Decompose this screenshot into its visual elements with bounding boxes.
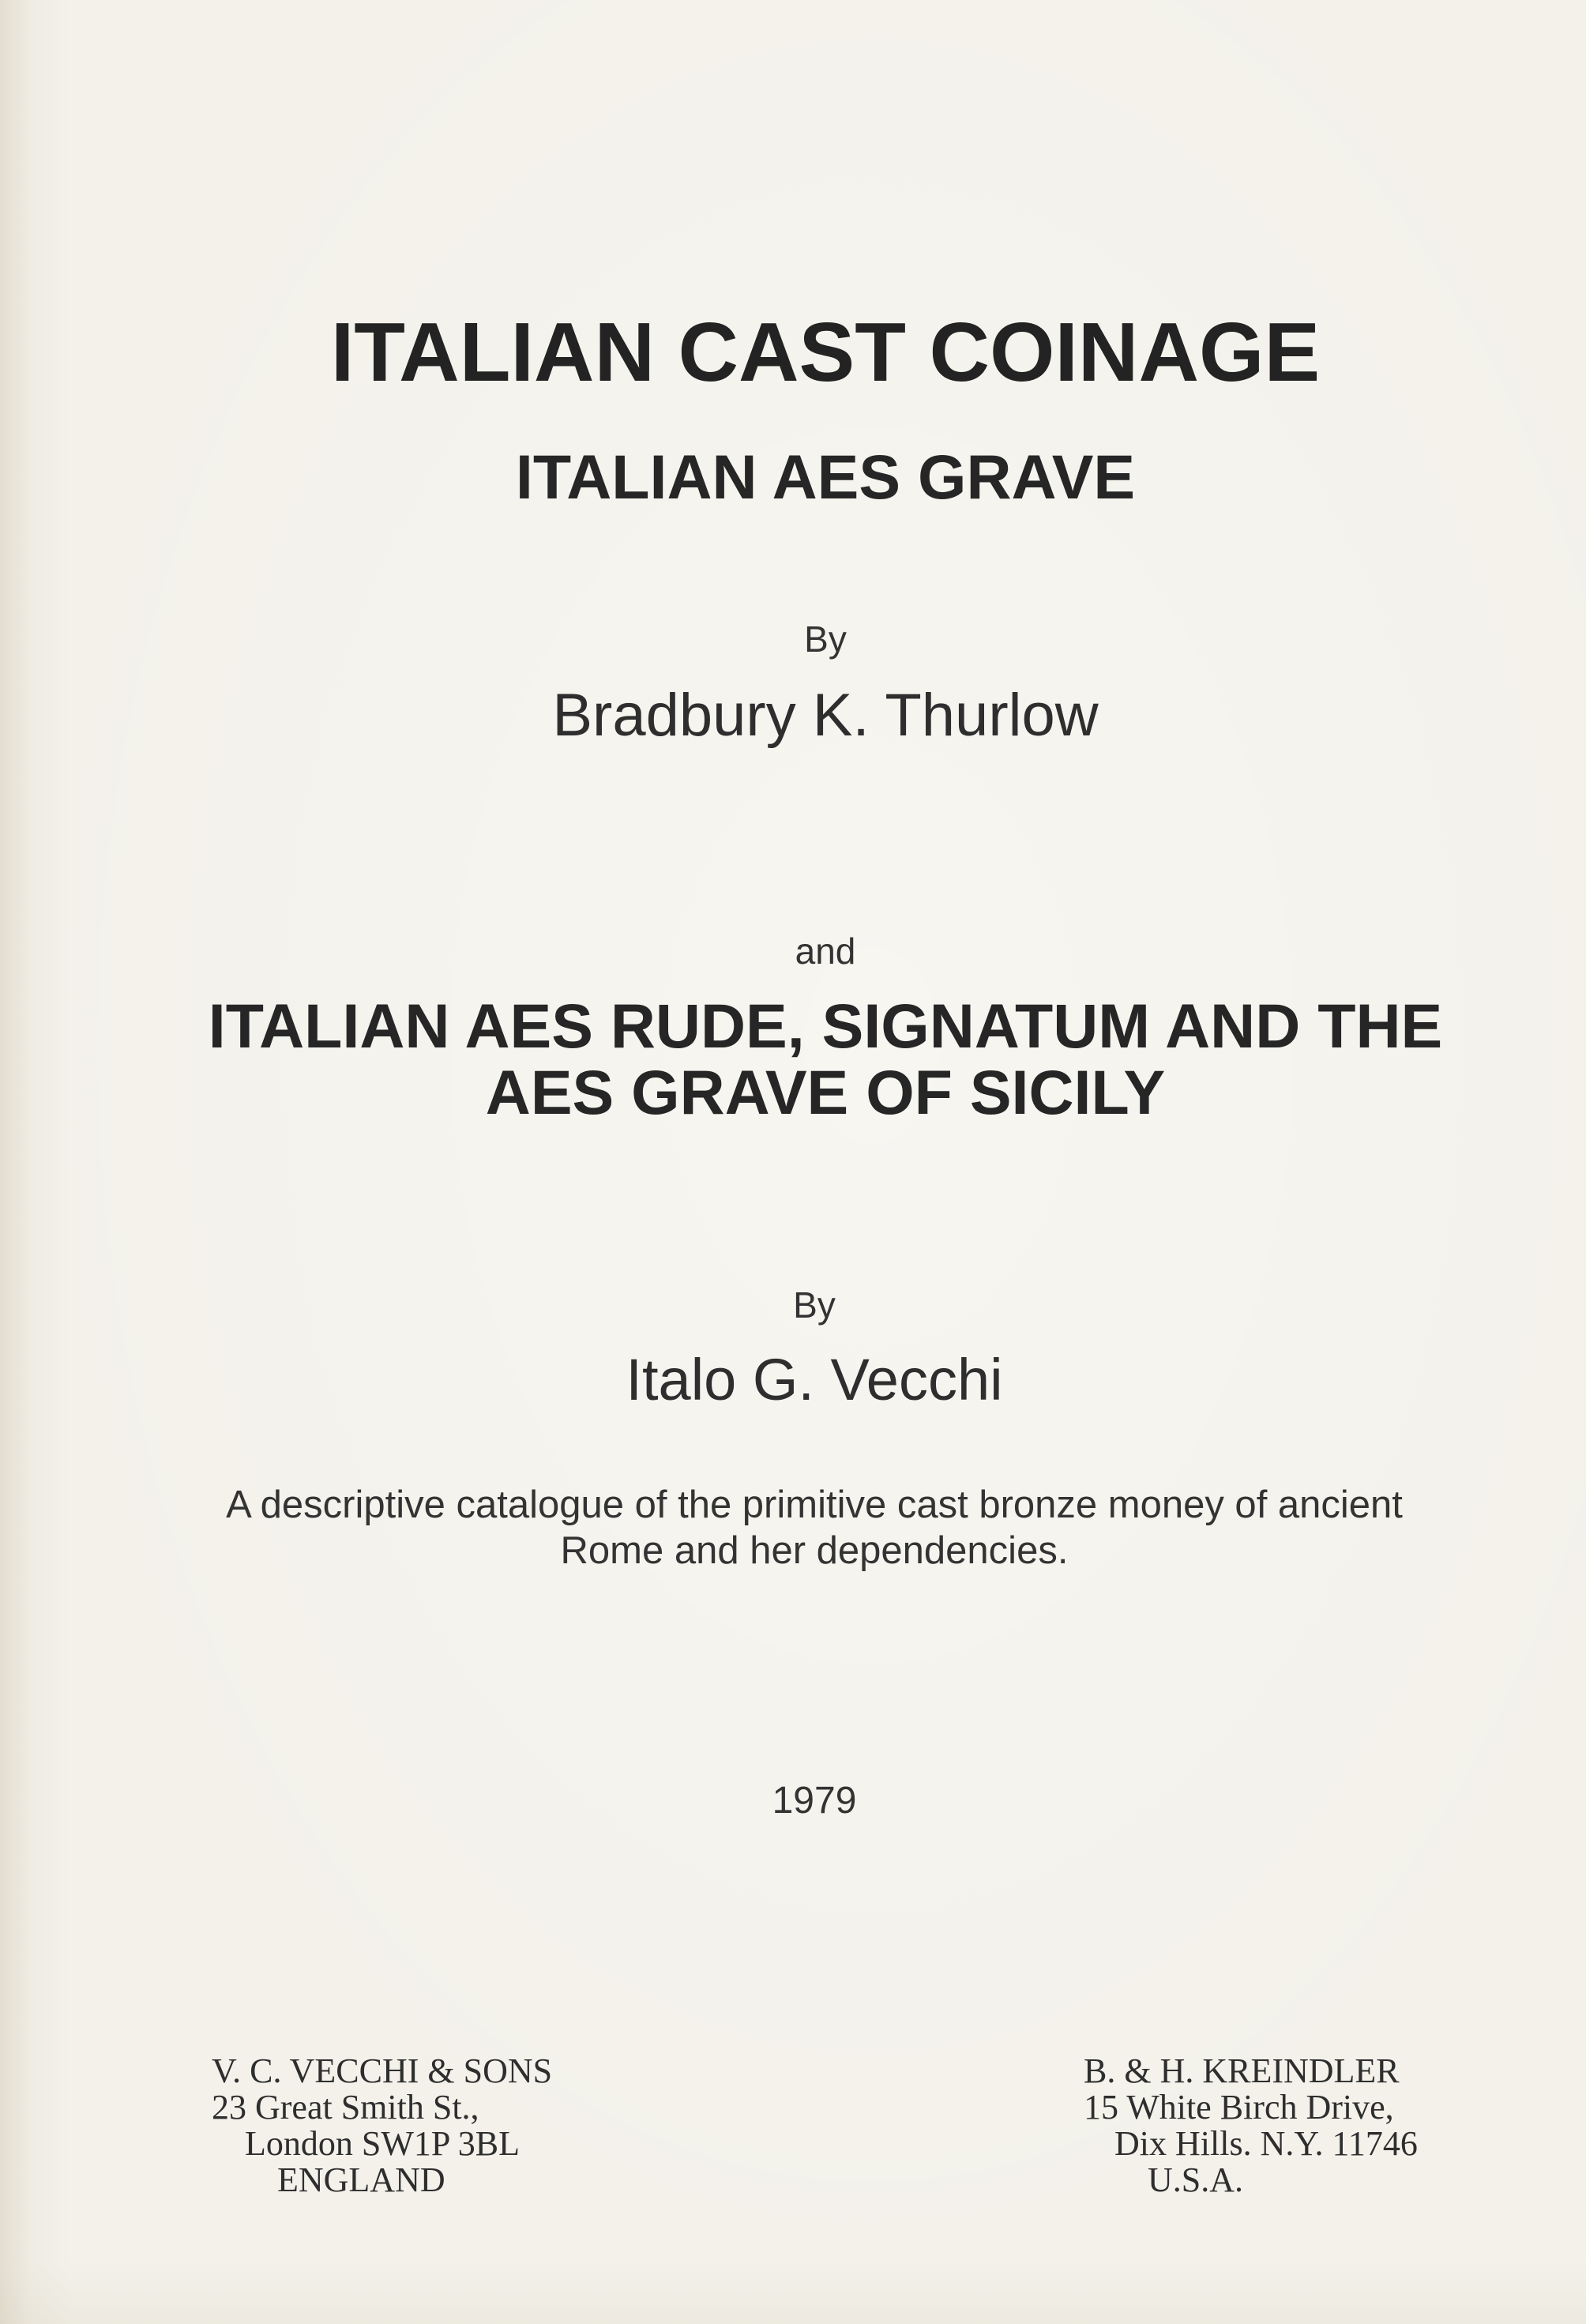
conjunction: and (795, 931, 856, 972)
by-label-part-one: By (804, 619, 847, 660)
author-part-two: Italo G. Vecchi (626, 1347, 1003, 1412)
part-two-title-line-2: AES GRAVE OF SICILY (485, 1057, 1166, 1127)
part-two-title-line-1: ITALIAN AES RUDE, SIGNATUM AND THE (208, 991, 1443, 1061)
description-line-1: A descriptive catalogue of the primitive cast bronze money of ancient (226, 1484, 1403, 1526)
publisher-name: V. C. VECCHI & SONS (212, 2051, 553, 2090)
description-line-2: Rome and her dependencies. (560, 1529, 1069, 1572)
book-title: ITALIAN CAST COINAGE (330, 306, 1321, 399)
publisher-country: ENGLAND (277, 2160, 445, 2199)
author-part-one: Bradbury K. Thurlow (552, 682, 1099, 749)
publisher-address-uk (212, 2053, 552, 2198)
publisher-address-usa (1084, 2053, 1418, 2198)
publisher-country: U.S.A. (1148, 2160, 1244, 2199)
book-subtitle: ITALIAN AES GRAVE (515, 442, 1136, 512)
publisher-street: 15 White Birch Drive, (1084, 2088, 1394, 2127)
publisher-street: 23 Great Smith St., (212, 2088, 479, 2127)
by-label-part-two: By (793, 1284, 836, 1326)
publication-year: 1979 (772, 1780, 857, 1822)
publisher-city: London SW1P 3BL (245, 2124, 520, 2163)
publisher-name: B. & H. KREINDLER (1084, 2051, 1400, 2090)
publisher-city: Dix Hills. N.Y. 11746 (1114, 2124, 1418, 2163)
